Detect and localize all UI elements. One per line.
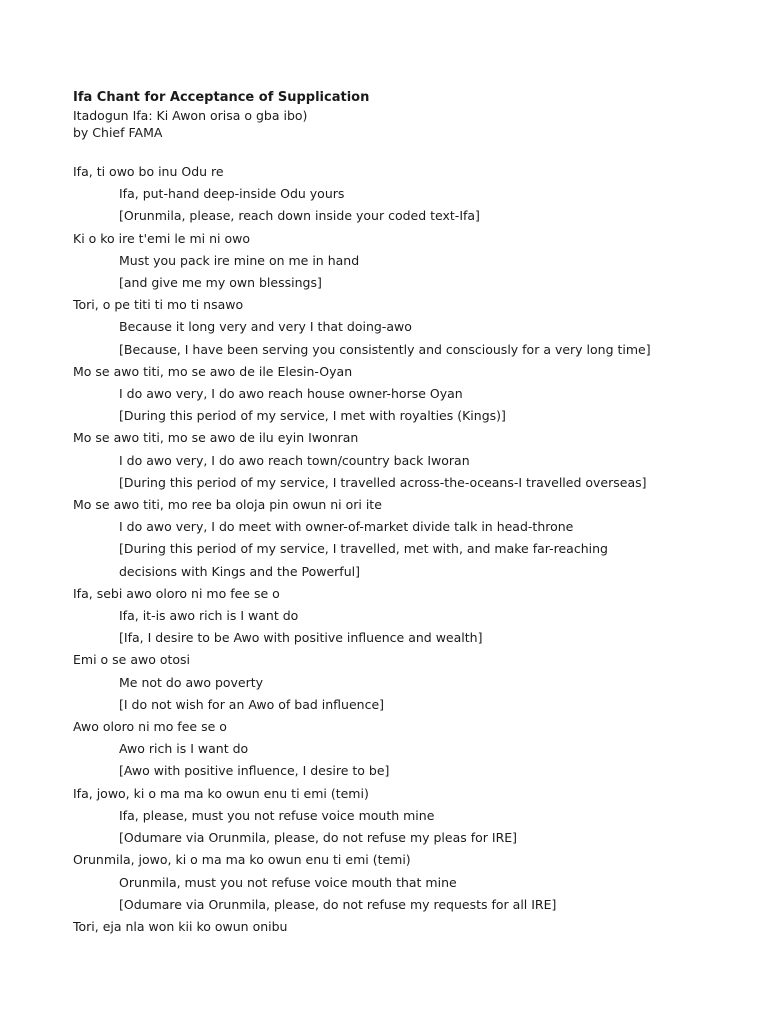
document-author: by Chief FAMA bbox=[73, 125, 163, 140]
chant-translation-line: [and give me my own blessings] bbox=[119, 275, 322, 291]
chant-verse-line: Ifa, ti owo bo inu Odu re bbox=[73, 164, 224, 179]
chant-translation-line: [Orunmila, please, reach down inside your coded text-Ifa] bbox=[119, 208, 480, 224]
chant-verse-line: Orunmila, jowo, ki o ma ma ko owun enu ti emi (temi) bbox=[73, 852, 411, 868]
chant-translation-line: Ifa, it-is awo rich is I want do bbox=[119, 608, 299, 624]
chant-verse-line: Mo se awo titi, mo se awo de ilu eyin Iwonran bbox=[73, 430, 359, 446]
chant-translation-line: [Ifa, I desire to be Awo with positive influence and wealth] bbox=[119, 630, 483, 646]
chant-verse-line: Tori, eja nla won kii ko owun onibu bbox=[73, 918, 288, 934]
chant-verse-line: Mo se awo titi, mo se awo de ile Elesin-Oyan bbox=[73, 363, 353, 379]
chant-translation-line: Ifa, please, must you not refuse voice mouth mine bbox=[119, 807, 435, 823]
chant-translation-line: I do awo very, I do meet with owner-of-market divide talk in head-throne bbox=[119, 519, 574, 535]
document-page bbox=[73, 89, 713, 938]
chant-verse-line: Emi o se awo otosi bbox=[73, 652, 191, 668]
chant-translation-line: Ifa, put-hand deep-inside Odu yours bbox=[119, 186, 345, 202]
chant-translation-line: [Odumare via Orunmila, please, do not refuse my requests for all IRE] bbox=[119, 896, 557, 912]
chant-verse-line: Awo oloro ni mo fee se o bbox=[73, 719, 227, 735]
chant-verse-line: Ki o ko ire t'emi le mi ni owo bbox=[73, 230, 250, 246]
chant-verse-line: Tori, o pe titi ti mo ti nsawo bbox=[73, 297, 244, 313]
chant-verse-line: Ifa, jowo, ki o ma ma ko owun enu ti emi (temi) bbox=[73, 785, 369, 801]
chant-translation-line: Because it long very and very I that doing-awo bbox=[119, 319, 412, 335]
chant-translation-line: [I do not wish for an Awo of bad influence] bbox=[119, 696, 385, 712]
document-title: Ifa Chant for Acceptance of Supplication bbox=[73, 90, 370, 105]
chant-translation-line: [Awo with positive influence, I desire to be] bbox=[119, 763, 390, 779]
chant-translation-line: I do awo very, I do awo reach town/country back Iworan bbox=[119, 452, 470, 468]
chant-verse-line: Ifa, sebi awo oloro ni mo fee se o bbox=[73, 585, 280, 601]
chant-translation-line: Awo rich is I want do bbox=[119, 741, 249, 757]
document-subtitle: Itadogun Ifa: Ki Awon orisa o gba ibo) bbox=[73, 108, 308, 123]
chant-translation-line: Me not do awo poverty bbox=[119, 674, 264, 690]
chant-body bbox=[73, 161, 713, 938]
chant-translation-line: [Odumare via Orunmila, please, do not refuse my pleas for IRE] bbox=[119, 830, 518, 846]
chant-translation-line: [During this period of my service, I met with royalties (Kings)] bbox=[119, 408, 506, 424]
chant-translation-line: Must you pack ire mine on me in hand bbox=[119, 252, 360, 268]
chant-translation-line: [During this period of my service, I travelled across-the-oceans-I travelled overseas] bbox=[119, 474, 647, 490]
chant-translation-line: [During this period of my service, I travelled, met with, and make far-reaching bbox=[119, 541, 608, 557]
chant-translation-line: [Because, I have been serving you consistently and consciously for a very long time] bbox=[119, 341, 651, 357]
chant-translation-line: Orunmila, must you not refuse voice mouth that mine bbox=[119, 874, 457, 890]
chant-verse-line: Mo se awo titi, mo ree ba oloja pin owun ni ori ite bbox=[73, 497, 382, 513]
chant-translation-line: I do awo very, I do awo reach house owner-horse Oyan bbox=[119, 386, 463, 402]
chant-translation-line: decisions with Kings and the Powerful] bbox=[119, 563, 360, 579]
